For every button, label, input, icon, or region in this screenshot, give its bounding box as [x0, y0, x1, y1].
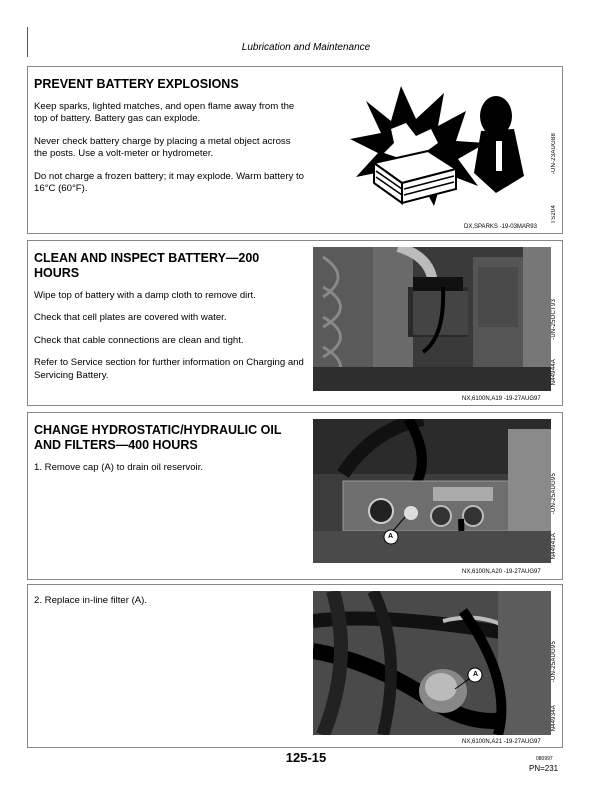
section-clean-inspect-battery [27, 240, 563, 406]
section-title: PREVENT BATTERY EXPLOSIONS [34, 77, 239, 91]
section-change-hydraulic-oil [27, 412, 563, 580]
section-title: CLEAN AND INSPECT BATTERY—200 HOURS [34, 251, 260, 280]
section-battery-explosions [27, 66, 563, 234]
figure-id-top: -UN-25OCT93 [551, 299, 557, 340]
oil-reservoir-photo [313, 419, 551, 563]
section-text [34, 423, 304, 474]
inline-filter-photo [313, 591, 551, 735]
callout-label: A [388, 533, 394, 540]
paragraph: Never check battery charge by placing a metal object across the posts. Use a volt-meter or hydrometer. [34, 135, 291, 160]
section-replace-filter [27, 584, 563, 748]
paragraph: Do not charge a frozen battery; it may explode. Warm battery to 16°C (60°F). [34, 170, 304, 195]
paragraph: 2. Replace in-line filter (A). [34, 595, 148, 606]
callout-label: A [473, 671, 479, 678]
paragraph: Refer to Service section for further information on Charging and Servicing Battery. [34, 357, 304, 381]
figure-id-top: -UN-25AUG95 [551, 641, 557, 683]
figure-id-bottom: N44941A [551, 533, 557, 560]
section-text [34, 595, 304, 607]
figure-id-top: -UN-23AUG88 [551, 133, 557, 175]
paragraph: Wipe top of battery with a damp cloth to remove dirt. [34, 290, 256, 301]
section-text [34, 77, 304, 195]
page-number: 125-15 [285, 750, 327, 765]
document-code: 080997 [536, 756, 553, 762]
figure-id-bottom: TS204 [551, 205, 557, 224]
page-code: PN=231 [529, 764, 559, 773]
section-title: CHANGE HYDROSTATIC/HYDRAULIC OIL AND FILTERS—400 HOURS [34, 423, 282, 452]
figure-caption: NX,6100N,A20 -19-27AUG97 [462, 569, 541, 575]
figure-id-bottom: N44944A [551, 359, 557, 386]
paragraph: Keep sparks, lighted matches, and open flame away from the top of battery. Battery gas can explode. [34, 101, 295, 125]
figure-id-top: -UN-25AUG95 [551, 473, 557, 515]
figure-caption: DX,SPARKS -19-03MAR93 [464, 224, 537, 230]
figure-caption: NX,6100N,A19 -19-27AUG97 [462, 396, 541, 402]
section-text [34, 251, 304, 382]
battery-photo [313, 247, 551, 391]
figure-caption: NX,6100N,A21 -19-27AUG97 [462, 739, 541, 745]
battery-explosion-illustration [346, 81, 546, 211]
paragraph: 1. Remove cap (A) to drain oil reservoir. [34, 462, 204, 473]
paragraph: Check that cell plates are covered with water. [34, 312, 227, 324]
paragraph: Check that cable connections are clean and tight. [34, 334, 244, 346]
figure-id-bottom: N44934A [551, 705, 557, 732]
page-header: Lubrication and Maintenance [241, 42, 371, 53]
